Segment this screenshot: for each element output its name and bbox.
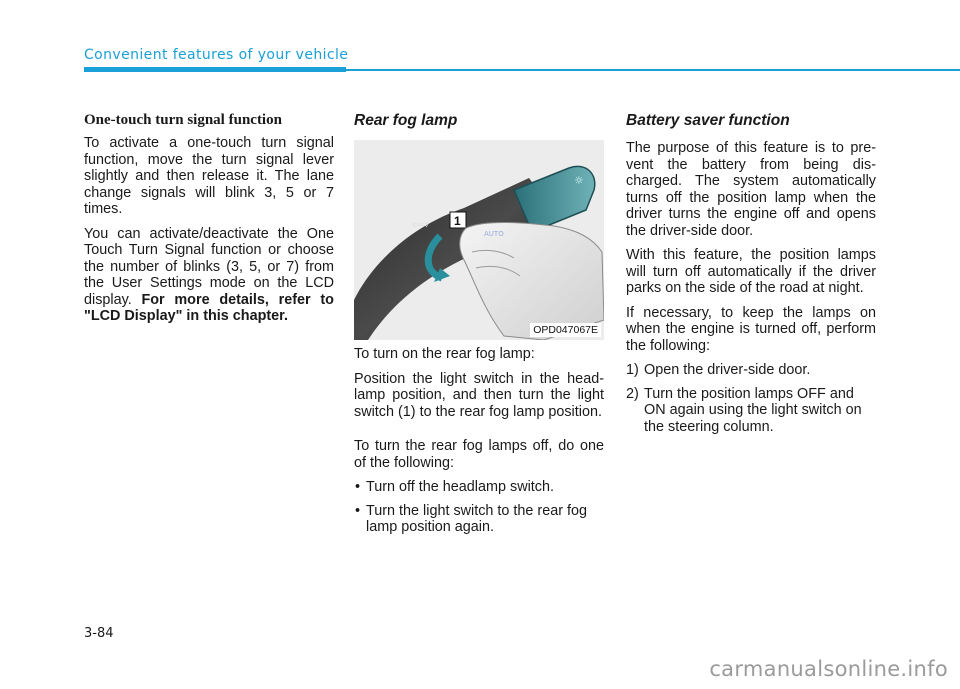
list-item: 1) Open the driver-side door.	[626, 362, 811, 378]
settings-reference: For more details, refer to "LCD Display" in this chapter.	[84, 291, 334, 324]
header-title: Convenient features of your vehicle	[84, 47, 349, 63]
list-item: 2) Turn the position lamps OFF and ON again using the light switch on the steering column.	[626, 385, 862, 435]
paragraph-fog-turn-off: To turn the rear fog lamps off, do one of the following:	[354, 438, 604, 471]
header-rule-thick	[84, 67, 346, 72]
paragraph-fog-turn-on: To turn on the rear fog lamp:	[354, 346, 535, 362]
paragraph-fog-position: Position the light switch in the head-lamp position, and then turn the light switch (1) to the rear fog lamp position.	[354, 370, 604, 420]
header-rule-thin	[346, 69, 960, 71]
paragraph-one-touch-settings	[84, 226, 334, 325]
svg-text:⇦⇨: ⇦⇨	[412, 220, 429, 231]
figure-callout-number: 1	[454, 214, 461, 228]
paragraph-battery-auto-off: With this feature, the position lamps will turn off automatically if the driver parks on the side of the road at night.	[626, 247, 876, 296]
paragraph-battery-purpose: The purpose of this feature is to pre-vent the battery from being dis-charged. The system automatically turns off the position lamp when the driver turns the engine off and opens the driver-side door.	[626, 140, 876, 239]
paragraph-battery-keep-on: If necessary, to keep the lamps on when the engine is turned off, perform the following:	[626, 304, 876, 354]
light-switch-drawing	[354, 140, 604, 340]
section-heading-one-touch: One-touch turn signal function	[84, 112, 282, 128]
light-switch-illustration	[354, 140, 604, 340]
section-heading-battery-saver: Battery saver function	[626, 112, 790, 129]
column-battery-saver	[626, 112, 876, 442]
svg-text:☼: ☼	[574, 174, 584, 187]
watermark: carmanualsonline.info	[709, 657, 948, 681]
list-item: • Turn the light switch to the rear fog lamp position again.	[355, 502, 588, 535]
figure-auto-label: AUTO	[484, 230, 504, 238]
fog-off-list	[354, 479, 604, 536]
paragraph-one-touch-activate: To activate a one-touch turn signal function, move the turn signal lever slightly and then release it. The lane change signals will blink 3, 5 or 7 times.	[84, 135, 334, 217]
list-item: • Turn off the headlamp switch.	[355, 479, 554, 495]
section-heading-rear-fog: Rear fog lamp	[354, 112, 458, 129]
battery-steps-list	[626, 362, 876, 435]
figure-code: OPD047067E	[530, 323, 601, 337]
settings-text: You can activate/deactivate the One Touch Turn Signal function or choose the number of blinks (3, 5, or 7) from the User Settings mode on the LCD display.	[84, 225, 334, 308]
page-number: 3-84	[84, 626, 114, 641]
column-rear-fog-lamp	[354, 112, 604, 544]
column-one-touch-turn-signal	[84, 112, 334, 333]
